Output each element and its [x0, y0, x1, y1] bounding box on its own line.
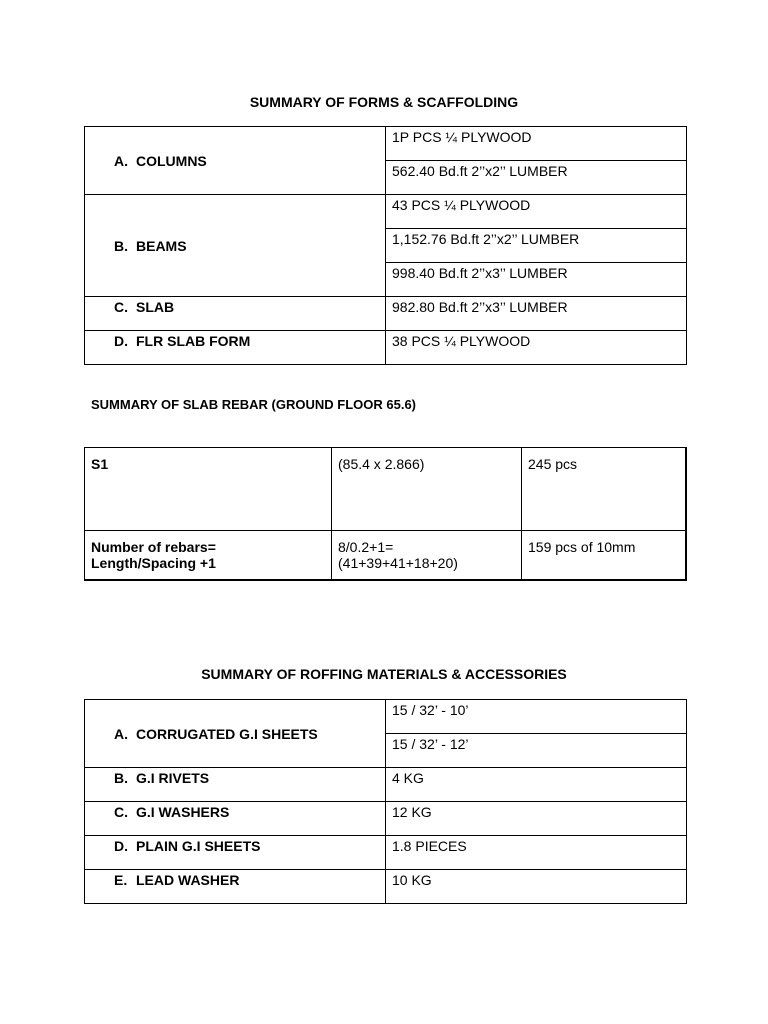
- forms-title: SUMMARY OF FORMS & SCAFFOLDING: [249, 94, 519, 110]
- rebar-table: [84, 447, 687, 581]
- lead-washer-label-cell: [85, 870, 386, 904]
- corrugated-sheets-letter: A.: [114, 725, 128, 742]
- slab-label: SLAB: [136, 299, 175, 315]
- roofing-title: SUMMARY OF ROFFING MATERIALS & ACCESSORIES: [201, 666, 567, 682]
- gi-washers-letter: C.: [114, 804, 128, 820]
- beams-label-cell: [85, 195, 386, 297]
- gi-rivets-letter: B.: [114, 770, 128, 786]
- corrugated-sheets-value-1: 15 / 32’ - 10’: [386, 700, 687, 734]
- beams-value-3: 998.40 Bd.ft 2’’x3’’ LUMBER: [386, 263, 687, 297]
- roofing-table: [84, 699, 687, 904]
- beams-letter: B.: [114, 237, 128, 254]
- columns-value-1: 1P PCS ¼ PLYWOOD: [386, 127, 687, 161]
- columns-label: COLUMNS: [136, 152, 207, 169]
- gi-rivets-label-cell: [85, 768, 386, 802]
- plain-gi-sheets-label-cell: [85, 836, 386, 870]
- flr-slab-form-label: FLR SLAB FORM: [136, 333, 251, 349]
- rebar-s1-label: S1: [85, 448, 332, 531]
- beams-label: BEAMS: [136, 237, 187, 254]
- rebar-formula-label-line-2: Length/Spacing +1: [91, 555, 216, 571]
- corrugated-sheets-label-cell: [85, 700, 386, 768]
- slab-label-cell: [85, 297, 386, 331]
- gi-rivets-label: G.I RIVETS: [136, 770, 210, 786]
- lead-washer-value: 10 KG: [386, 870, 687, 904]
- flr-slab-form-letter: D.: [114, 333, 128, 349]
- gi-washers-value: 12 KG: [386, 802, 687, 836]
- rebar-formula-value-cell: [332, 531, 522, 580]
- columns-label-cell: [85, 127, 386, 195]
- rebar-s1-dimensions: (85.4 x 2.866): [332, 448, 522, 531]
- plain-gi-sheets-letter: D.: [114, 838, 128, 854]
- slab-letter: C.: [114, 299, 128, 315]
- columns-value-2: 562.40 Bd.ft 2’’x2’’ LUMBER: [386, 161, 687, 195]
- plain-gi-sheets-value: 1.8 PIECES: [386, 836, 687, 870]
- rebar-title: SUMMARY OF SLAB REBAR (GROUND FLOOR 65.6): [91, 397, 417, 412]
- columns-letter: A.: [114, 152, 128, 169]
- corrugated-sheets-label: CORRUGATED G.I SHEETS: [136, 725, 318, 742]
- rebar-s1-quantity: 245 pcs: [522, 448, 686, 531]
- slab-value: 982.80 Bd.ft 2’’x3’’ LUMBER: [386, 297, 687, 331]
- rebar-formula-value-line-1: 8/0.2+1=: [338, 539, 394, 555]
- beams-value-2: 1,152.76 Bd.ft 2’’x2’’ LUMBER: [386, 229, 687, 263]
- rebar-formula-label-cell: [85, 531, 332, 580]
- plain-gi-sheets-label: PLAIN G.I SHEETS: [136, 838, 261, 854]
- rebar-formula-value-line-2: (41+39+41+18+20): [338, 555, 458, 571]
- corrugated-sheets-value-2: 15 / 32’ - 12’: [386, 734, 687, 768]
- rebar-formula-label-line-1: Number of rebars=: [91, 539, 216, 555]
- gi-washers-label: G.I WASHERS: [136, 804, 230, 820]
- gi-washers-label-cell: [85, 802, 386, 836]
- forms-table: [84, 126, 687, 365]
- gi-rivets-value: 4 KG: [386, 768, 687, 802]
- flr-slab-form-label-cell: [85, 331, 386, 365]
- flr-slab-form-value: 38 PCS ¼ PLYWOOD: [386, 331, 687, 365]
- lead-washer-letter: E.: [114, 872, 128, 888]
- beams-value-1: 43 PCS ¼ PLYWOOD: [386, 195, 687, 229]
- lead-washer-label: LEAD WASHER: [136, 872, 240, 888]
- rebar-total-quantity: 159 pcs of 10mm: [522, 531, 686, 580]
